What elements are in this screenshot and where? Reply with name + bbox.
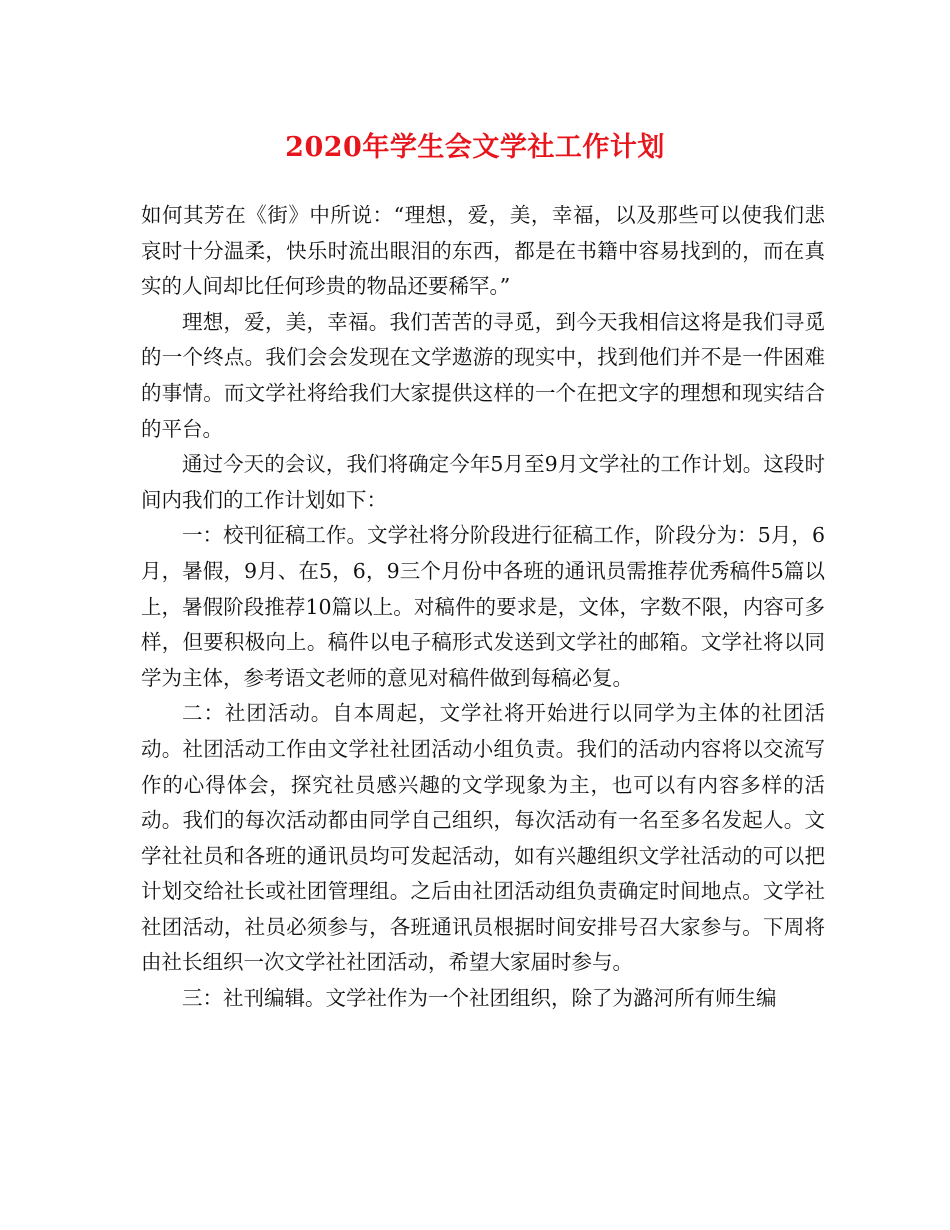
document-title: 2020年学生会文学社工作计划 <box>285 132 665 163</box>
paragraph-item-3-editing: 三：社刊编辑。文学社作为一个社团组织，除了为潞河所有师生编 <box>182 986 777 1011</box>
paragraph-meeting: 通过今天的会议，我们将确定今年5月至9月文学社的工作计划。这段时间内我们的工作计划如下： <box>141 452 825 512</box>
paragraph-item-1-submissions: 一：校刊征稿工作。文学社将分阶段进行征稿工作，阶段分为：5月，6月，暑假，9月、在5，6，9三个月份中各班的通讯员需推荐优秀稿件5篇以上，暑假阶段推荐10篇以上。对稿件的要求是，文体，字数不限，内容可多样，但要积极向上。稿件以电子稿形式发送到文学社的邮箱。文学社将以同学为主体，参考语文老师的意见对稿件做到每稿必复。 <box>141 523 825 690</box>
document-body <box>141 198 825 1017</box>
paragraph-ideals: 理想，爱，美，幸福。我们苦苦的寻觅，到今天我相信这将是我们寻觅的一个终点。我们会会发现在文学遨游的现实中，找到他们并不是一件困难的事情。而文学社将给我们大家提供这样的一个在把文字的理想和现实结合的平台。 <box>141 309 825 441</box>
paragraph-item-2-activities: 二：社团活动。自本周起，文学社将开始进行以同学为主体的社团活动。社团活动工作由文学社社团活动小组负责。我们的活动内容将以交流写作的心得体会，探究社员感兴趣的文学现象为主，也可以有内容多样的活动。我们的每次活动都由同学自己组织，每次活动有一名至多名发起人。文学社社员和各班的通讯员均可发起活动，如有兴趣组织文学社活动的可以把计划交给社长或社团管理组。之后由社团活动组负责确定时间地点。文学社社团活动，社员必须参与，各班通讯员根据时间安排号召大家参与。下周将由社长组织一次文学社社团活动，希望大家届时参与。 <box>141 701 825 975</box>
paragraph-quote: 如何其芳在《街》中所说：“理想，爱，美，幸福，以及那些可以使我们悲哀时十分温柔，快乐时流出眼泪的东西，都是在书籍中容易找到的，而在真实的人间却比任何珍贵的物品还要稀罕。” <box>141 203 825 299</box>
